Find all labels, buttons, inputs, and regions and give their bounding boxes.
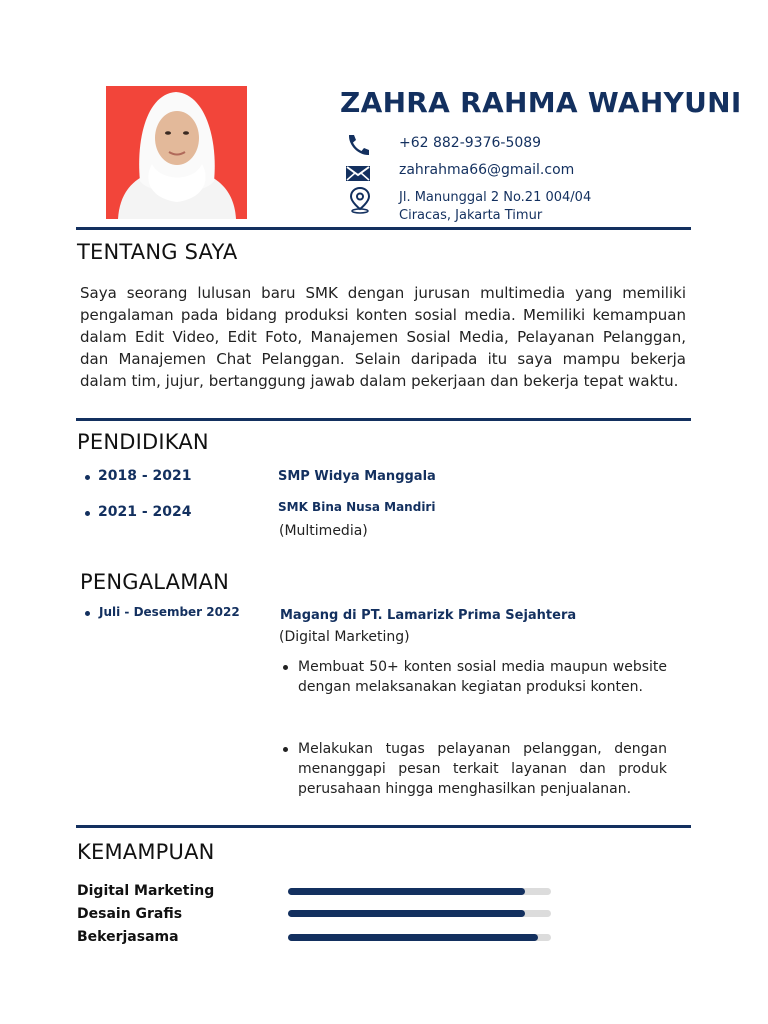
skill-label: Digital Marketing [77,883,215,899]
skill-bar-fill [288,910,525,917]
skill-bar-fill [288,934,538,941]
about-divider [76,418,691,421]
skill-bar-track [288,934,551,941]
about-title: TENTANG SAYA [77,240,238,264]
experience-bullet [85,611,90,616]
experience-divider [76,825,691,828]
skill-bar-track [288,910,551,917]
address-line-2: Ciracas, Jakarta Timur [399,208,543,223]
education-years: 2021 - 2024 [98,504,192,520]
mail-icon [344,161,374,185]
experience-title: PENGALAMAN [80,570,230,594]
experience-division: (Digital Marketing) [279,629,410,645]
education-school: SMK Bina Nusa Mandiri [278,500,436,514]
experience-task: Melakukan tugas pelayanan pelanggan, dengan menanggapi pesan terkait layanan dan produk perusahaan hingga menghasilkan penjualanan. [298,741,667,797]
phone-number: +62 882-9376-5089 [399,135,542,151]
education-title: PENDIDIKAN [77,430,209,454]
experience-period: Juli - Desember 2022 [99,605,240,619]
task-bullet [283,665,288,670]
about-text: Saya seorang lulusan baru SMK dengan jurusan multimedia yang memiliki pengalaman pada bidang produksi konten sosial media. Memiliki kemampuan dalam Edit Video, Edit Foto, Manajemen Sosial Media, Pelayanan Pelanggan, dan Manajemen Chat Pelanggan. Selain daripada itu saya mampu bekerja dalam tim, jujur, bertanggung jawab dalam pekerjaan dan bekerja tepat waktu. [80,284,686,390]
full-name: ZAHRA RAHMA WAHYUNI [340,86,742,119]
experience-task: Membuat 50+ konten sosial media maupun website dengan melaksanakan kegiatan produksi konten. [298,659,667,695]
header-divider [76,227,691,230]
education-bullet [85,475,90,480]
skill-bar-fill [288,888,525,895]
skill-bar-track [288,888,551,895]
skills-title: KEMAMPUAN [77,840,215,864]
profile-photo [106,86,247,219]
education-years: 2018 - 2021 [98,468,192,484]
skill-label: Bekerjasama [77,929,179,945]
task-bullet [283,747,288,752]
email-address: zahrahma66@gmail.com [399,162,575,178]
phone-icon [344,133,374,157]
profile-photo-illustration [106,86,247,219]
experience-role: Magang di PT. Lamarizk Prima Sejahtera [280,608,577,623]
address-line-1: Jl. Manunggal 2 No.21 004/04 [399,190,592,205]
education-bullet [85,511,90,516]
education-major: (Multimedia) [279,523,368,539]
skill-label: Desain Grafis [77,906,183,922]
location-pin-icon [348,186,372,214]
education-school: SMP Widya Manggala [278,469,436,484]
